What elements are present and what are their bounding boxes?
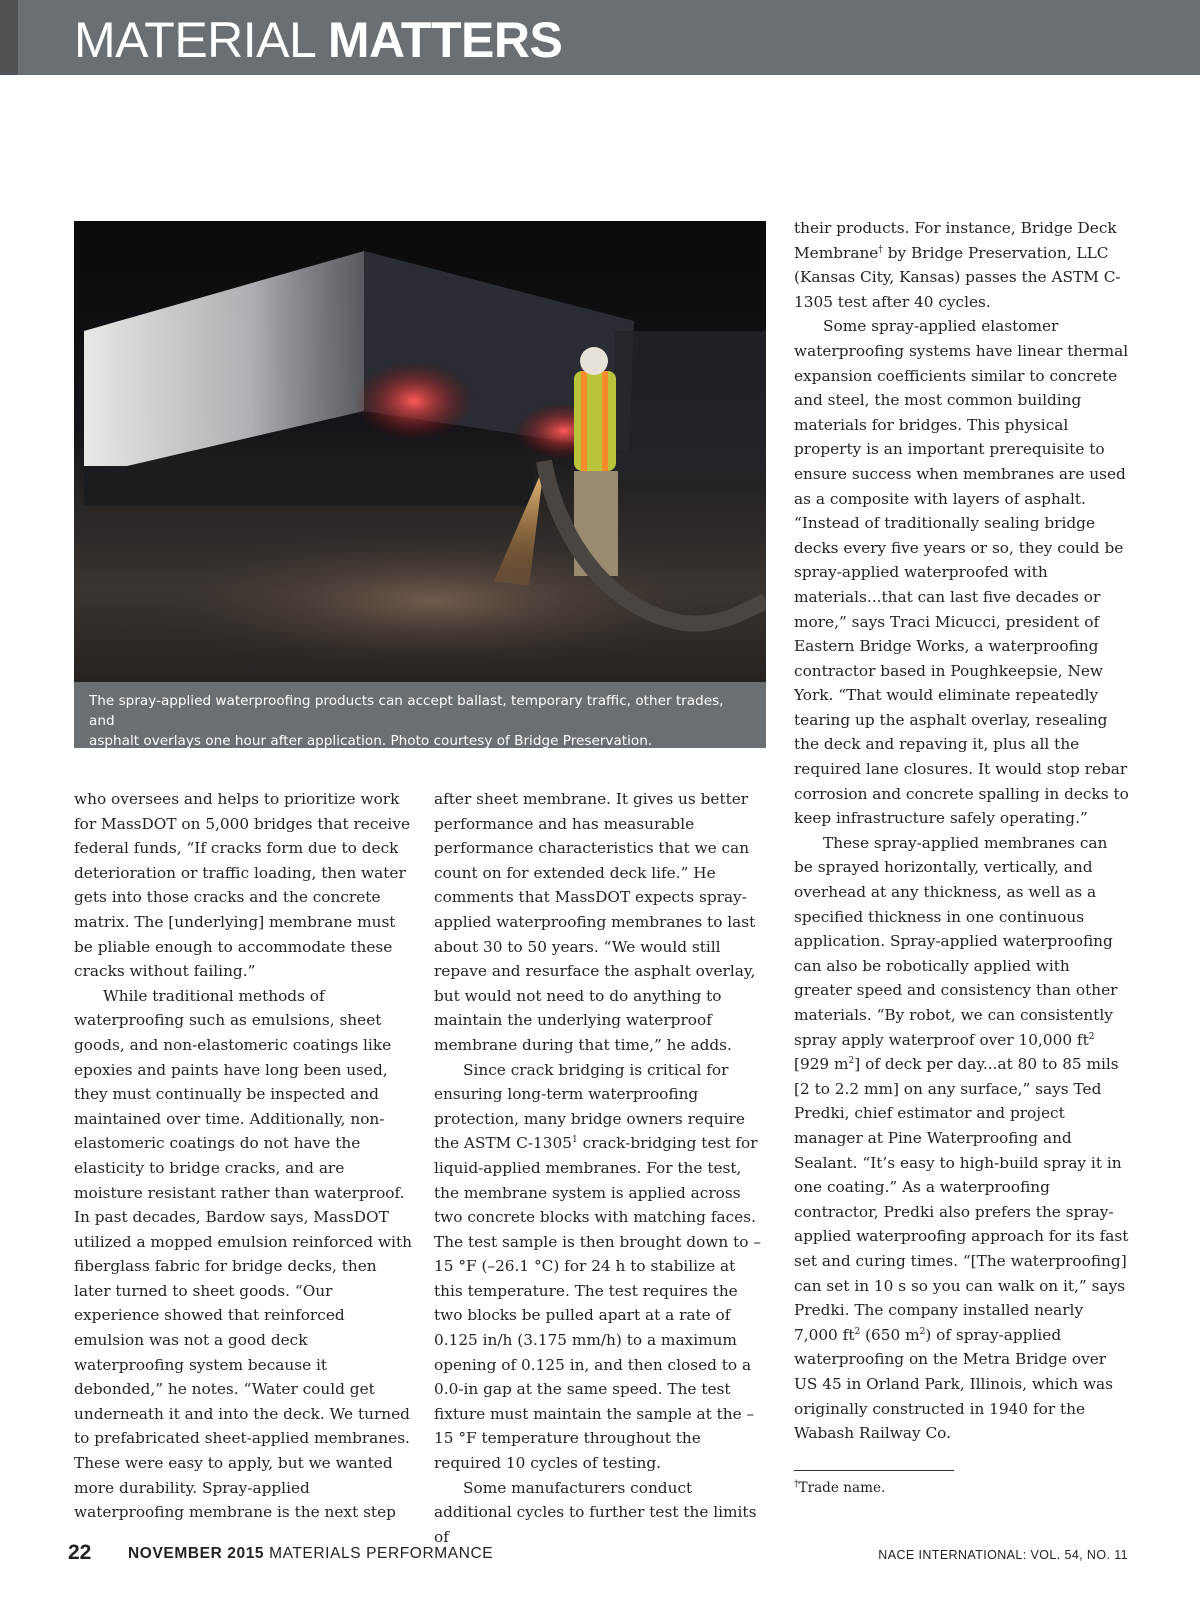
page-header — [0, 0, 1200, 75]
section-title-bold: MATTERS — [327, 12, 563, 68]
text-run: [929 m — [794, 1055, 849, 1074]
footer-volume — [878, 1545, 1128, 1565]
caption-line-2: asphalt overlays one hour after application. Photo courtesy of Bridge Preservation. — [89, 733, 653, 749]
trade-name-mark: † — [878, 244, 883, 255]
organization: NACE INTERNATIONAL: — [878, 1548, 1027, 1562]
article-column-1 — [74, 787, 414, 1525]
paragraph: Some manufacturers conduct additional cycles to further test the limits of — [434, 1478, 757, 1546]
text-run: ) of spray-applied waterproofing on the Metra Bridge over US 45 in Orland Park, Illinois, which was originally constructed in 1940 for the Wabash Railway Co. — [794, 1325, 1114, 1443]
article-column-3 — [794, 216, 1130, 1446]
text-run: Since crack bridging is critical for ensuring long-term waterproofing protection, many bridge owners require the ASTM C-1305 — [434, 1060, 745, 1153]
text-run: their products. For instance, Bridge Deck Membrane — [794, 219, 1117, 262]
footnote — [794, 1478, 885, 1498]
paragraph — [434, 1058, 766, 1476]
footnote-text: Trade name. — [798, 1480, 886, 1496]
paragraph — [794, 831, 1130, 1446]
caption-line-1: The spray-applied waterproofing products can accept ballast, temporary traffic, other trades, and — [89, 693, 724, 729]
superscript: 2 — [854, 1326, 861, 1337]
section-title — [74, 10, 562, 70]
text-run: by Bridge Preservation, LLC (Kansas City, Kansas) passes the ASTM C-1305 test after 40 cycles. — [794, 243, 1121, 311]
paragraph: after sheet membrane. It gives us better performance and has measurable performance characteristics that we can count on for extended deck life.” He comments that MassDOT expects spray-applied waterproofing membranes to last about 30 to 50 years. “We would still repave and resurface the asphalt overlay, but would not need to do anything to maintain the underlying waterproof membrane during that time,” he adds. — [434, 790, 756, 1054]
paragraph: Some spray-applied elastomer waterproofing systems have linear thermal expansion coefficients similar to concrete and steel, the most common building materials for bridges. This physical property is an important prerequisite to ensure success when membranes are used as a composite with layers of asphalt. “Instead of traditionally sealing bridge decks every five years or so, they could be spray-applied waterproofed with materials...that can last five decades or more,” says Traci Micucci, president of Eastern Bridge Works, a waterproofing contractor based in Poughkeepsie, New York. “That would eliminate repeatedly tearing up the asphalt overlay, resealing the deck and repaving it, plus all the required lane closures. It would stop rebar corrosion and concrete spalling in decks to keep infrastructure safely operating.” — [794, 317, 1129, 828]
footer-issue — [128, 1543, 493, 1565]
header-edge-bar — [0, 0, 18, 75]
section-title-light: MATERIAL — [74, 12, 328, 68]
article-column-2 — [434, 787, 766, 1549]
paragraph: who oversees and helps to prioritize work for MassDOT on 5,000 bridges that receive federal funds, “If cracks form due to deck deterioration or traffic loading, then water gets into those cracks and the concrete matrix. The [underlying] membrane must be pliable enough to accommodate these cracks without failing.” — [74, 790, 411, 981]
text-run: crack-bridging test for liquid-applied membranes. For the test, the membrane system is applied across two concrete blocks with matching faces. The test sample is then brought down to –15 °F (–26.1 °C) for 24 h to stabilize at this temperature. The test requires the two blocks be pulled apart at a rate of 0.125 in/h (3.175 mm/h) to a maximum opening of 0.125 in, and then closed to a 0.0-in gap at the same speed. The test fixture must maintain the sample at the –15 °F temperature throughout the required 10 cycles of testing. — [434, 1134, 761, 1473]
footnote-divider — [794, 1470, 954, 1471]
superscript: 2 — [919, 1326, 926, 1337]
paragraph — [794, 216, 1130, 314]
photo-caption — [74, 682, 766, 748]
superscript: 2 — [1088, 1031, 1095, 1042]
text-run: These spray-applied membranes can be sprayed horizontally, vertically, and overhead at any thickness, as well as a specified thickness in one continuous application. Spray-applied waterproofing can also be robotically applied with greater speed and consistency than other materials. “By robot, we can consistently spray apply waterproof over 10,000 ft — [794, 833, 1118, 1049]
spray-waterproofing-photo — [74, 221, 766, 682]
superscript: 2 — [848, 1056, 855, 1067]
volume-number: VOL. 54, NO. 11 — [1026, 1548, 1128, 1562]
text-run: ] of deck per day...at 80 to 85 mils [2 to 2.2 mm] on any surface,” says Ted Predki, chief estimator and project manager at Pine Waterproofing and Sealant. “It’s easy to high-build spray it in one coating.” As a waterproofing contractor, Predki also prefers the spray-applied waterproofing approach for its fast set and curing times. “[The waterproofing] can set in 10 s so you can walk on it,” says Predki. The company installed nearly 7,000 ft — [794, 1055, 1129, 1344]
paragraph: While traditional methods of waterproofing such as emulsions, sheet goods, and non-elastomeric coatings like epoxies and paints have long been used, they must continually be inspected and maintained over time. Additionally, non-elastomeric coatings do not have the elasticity to bridge cracks, and are moisture resistant rather than waterproof. In past decades, Bardow says, MassDOT utilized a mopped emulsion reinforced with fiberglass fabric for bridge decks, then later turned to sheet goods. “Our experience showed that reinforced emulsion was not a good deck waterproofing system because it debonded,” he notes. “Water could get underneath it and into the deck. We turned to prefabricated sheet-applied membranes. These were easy to apply, but we wanted more durability. Spray-applied waterproofing membrane is the next step — [74, 986, 412, 1522]
photo-illustration — [74, 221, 766, 682]
page-number: 22 — [68, 1541, 92, 1564]
footnote-mark: † — [794, 1479, 799, 1490]
issue-date: NOVEMBER 2015 — [128, 1545, 265, 1562]
reference-superscript: 1 — [571, 1135, 578, 1146]
publication-name: MATERIALS PERFORMANCE — [264, 1545, 494, 1562]
text-run: (650 m — [860, 1325, 920, 1344]
